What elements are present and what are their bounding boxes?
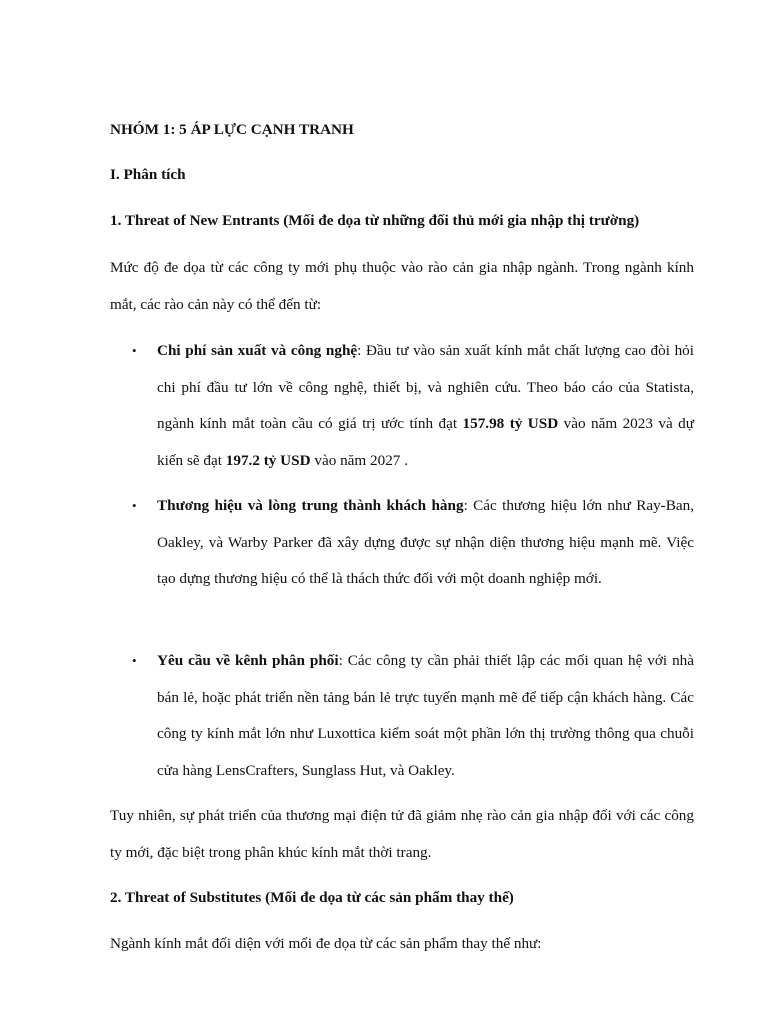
bullet-term: Thương hiệu và lòng trung thành khách hàng [157, 497, 464, 514]
market-value-2027: 197.2 tỷ USD [225, 451, 311, 469]
bullet-icon: • [132, 498, 137, 513]
subsection-heading-substitutes: 2. Threat of Substitutes (Mối đe dọa từ các sản phẩm thay thế) [110, 889, 514, 906]
market-value-2023: 157.98 tỷ USD [462, 415, 559, 432]
bullet-text: : Các công ty cần phải thiết lập các mối quan hệ với nhà bán lẻ, hoặc phát triển nền tảng bán lẻ trực tuyến mạnh mẽ để tiếp cận khách hàng. Các công ty kính mắt lớn như Luxottica kiểm soát một phần lớn thị trường thông qua chuỗi cửa hàng LensCrafters, Sunglass Hut, và Oakley. [157, 652, 695, 779]
document-title: NHÓM 1: 5 ÁP LỰC CẠNH TRANH [110, 121, 354, 138]
conclusion-paragraph: Tuy nhiên, sự phát triển của thương mại điện tử đã giảm nhẹ rào cản gia nhập đối với các công ty mới, đặc biệt trong phân khúc kính mắt thời trang. [110, 807, 694, 861]
bullet-text: vào năm 2023 và dự kiến sẽ đạt [157, 415, 694, 469]
substitutes-intro-paragraph: Ngành kính mắt đối diện với mối đe dọa từ các sản phẩm thay thế như: [110, 935, 542, 952]
bullet-text: : Đầu tư vào sản xuất kính mắt chất lượng cao đòi hỏi chi phí đầu tư lớn về công nghệ, thiết bị, và nghiên cứu. Theo báo cáo của Statista, ngành kính mắt toàn cầu có giá trị ước tính đạt [157, 342, 694, 432]
subsection-heading-new-entrants: 1. Threat of New Entrants (Mối đe dọa từ những đối thủ mới gia nhập thị trường) [110, 212, 640, 229]
bullet-term: Yêu cầu về kênh phân phối [157, 652, 339, 669]
list-item-brand-loyalty [132, 488, 694, 598]
bullet-icon: • [132, 653, 137, 668]
bullet-text: : Các thương hiệu lớn như Ray-Ban, Oakley, và Warby Parker đã xây dựng được sự nhận diện thương hiệu mạnh mẽ. Việc tạo dựng thương hiệu có thể là thách thức đối với một doanh nghiệp mới. [157, 497, 694, 587]
intro-paragraph: Mức độ đe dọa từ các công ty mới phụ thuộc vào rào cản gia nhập ngành. Trong ngành kính mắt, các rào cản này có thể đến từ: [110, 259, 694, 313]
section-heading-analysis: I. Phân tích [110, 166, 186, 183]
list-item-production-cost [132, 333, 694, 479]
bullet-term: Chi phí sản xuất và công nghệ [157, 342, 358, 359]
list-item-distribution [132, 643, 695, 789]
bullet-text: vào năm 2027 . [310, 451, 408, 469]
bullet-icon: • [132, 343, 137, 358]
